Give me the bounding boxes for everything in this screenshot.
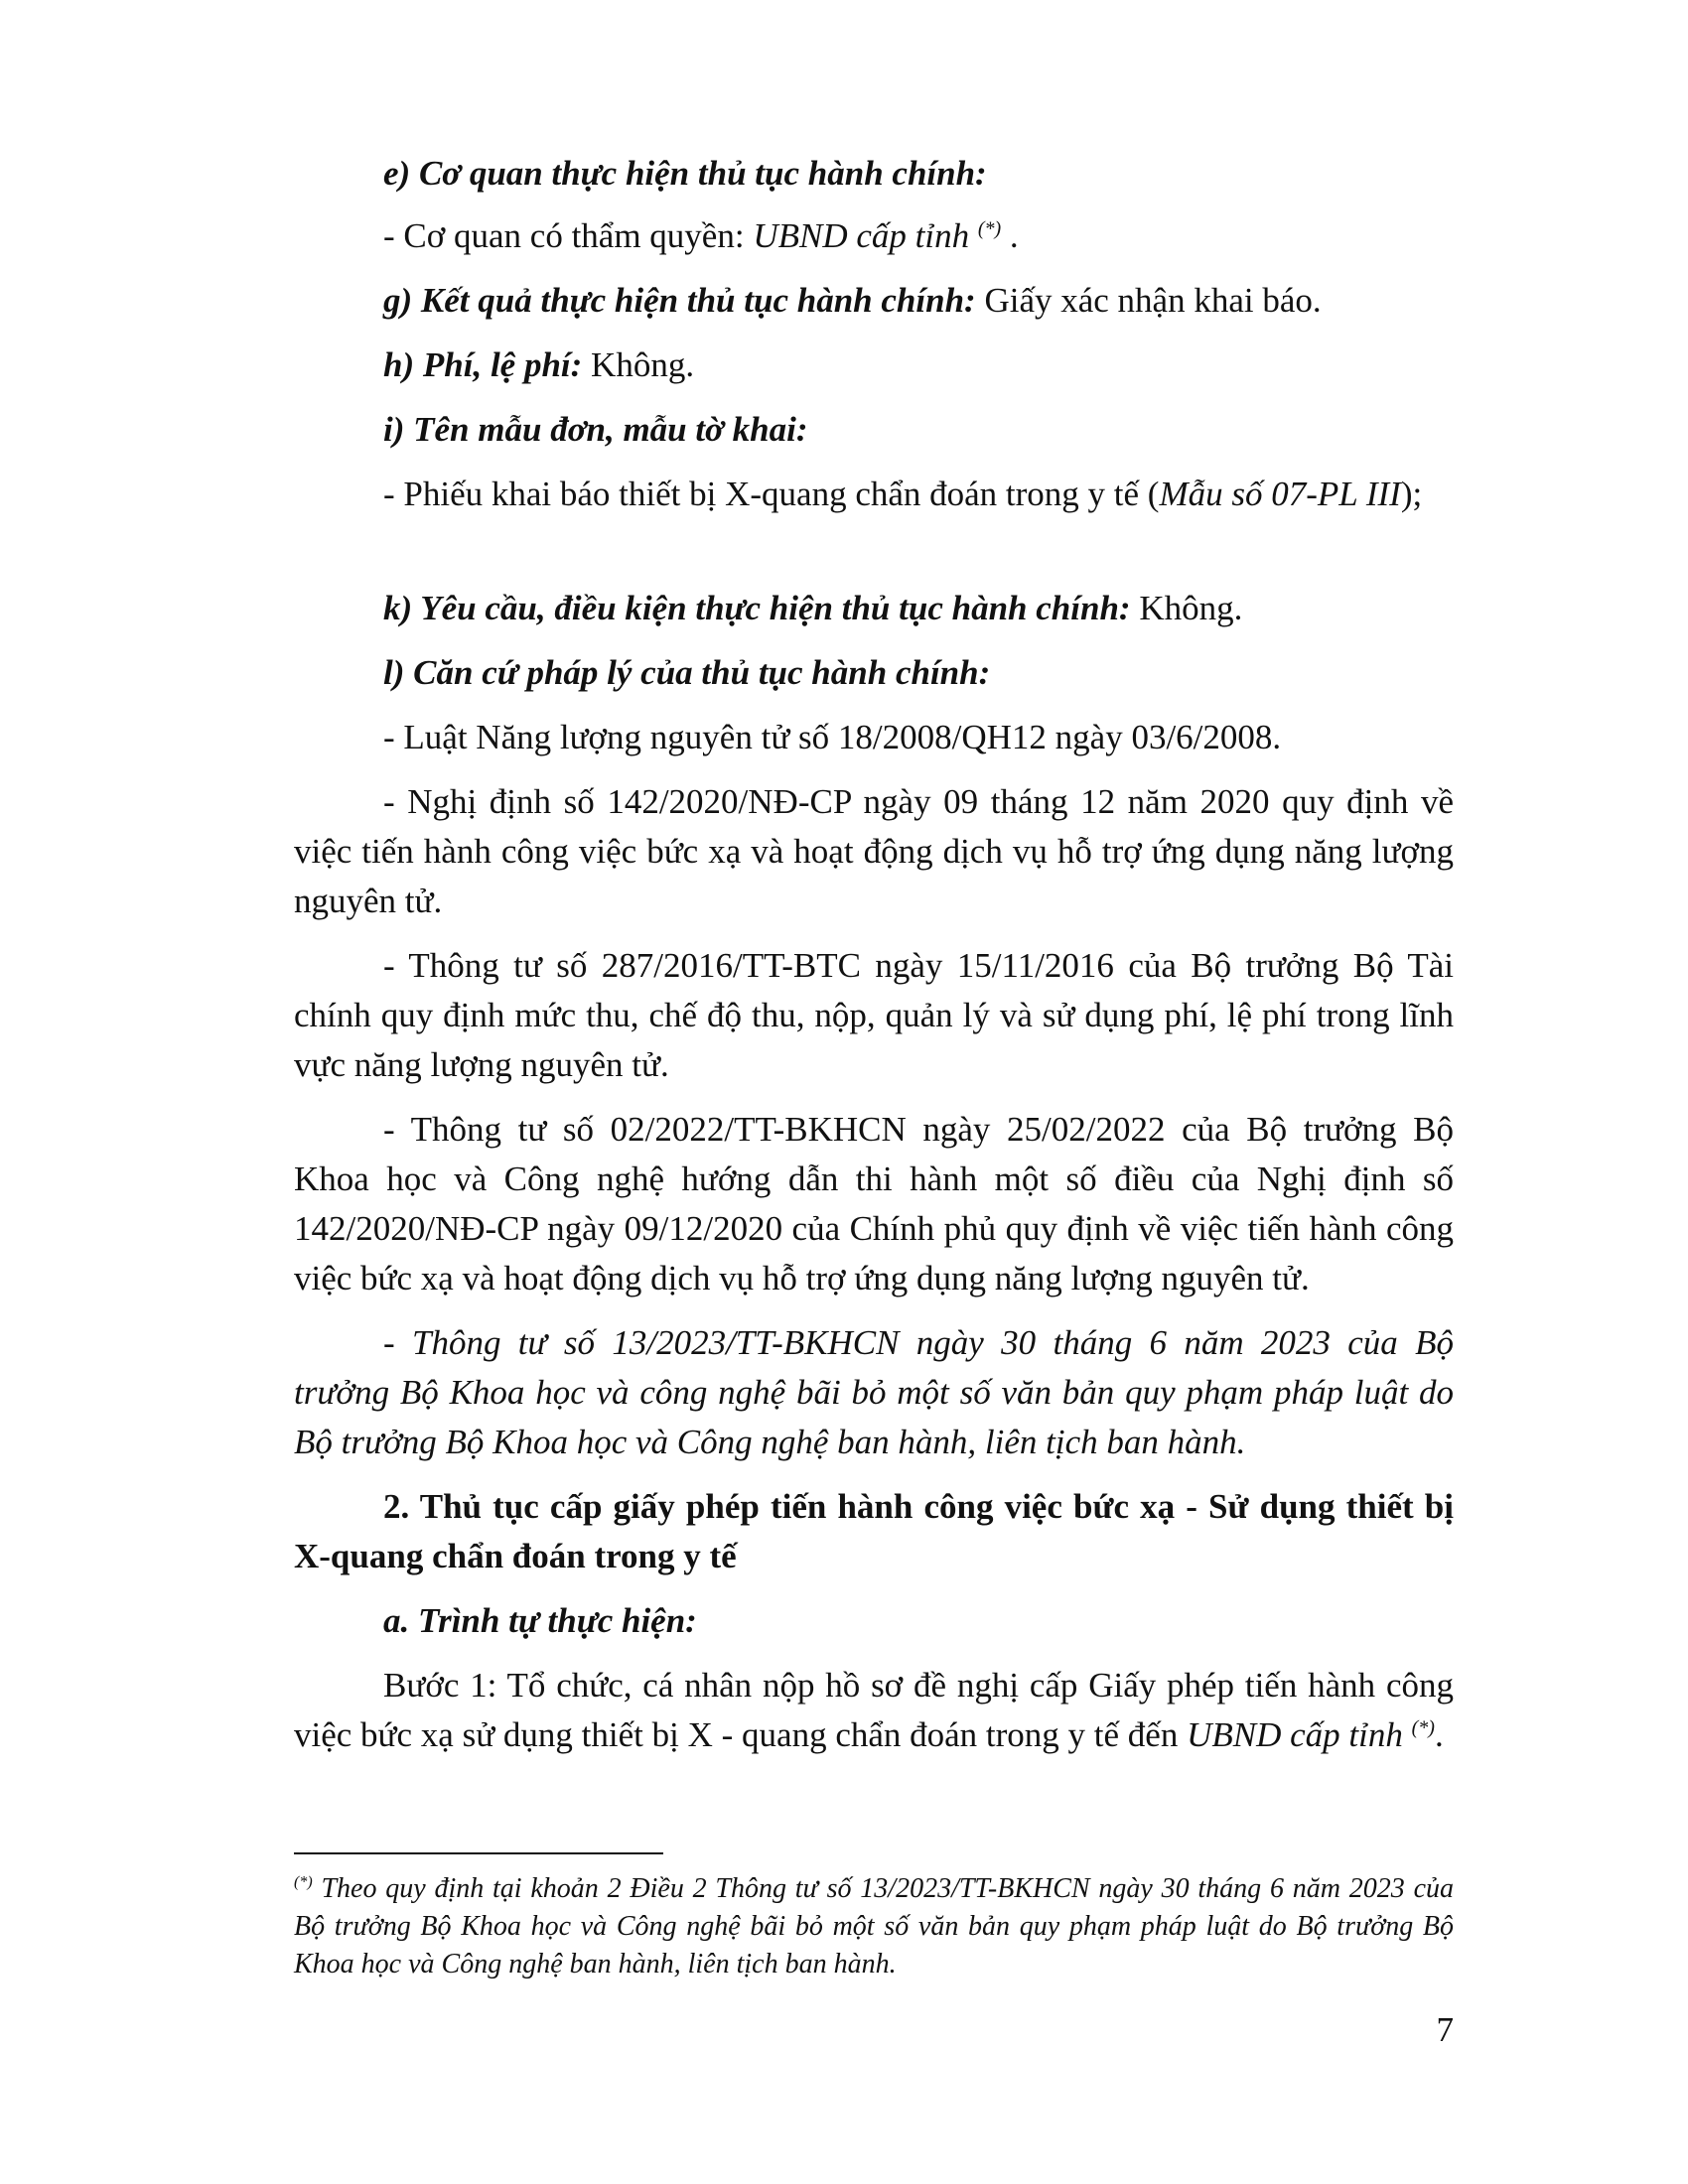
section-a-heading: a. Trình tự thực hiện: xyxy=(383,1601,697,1640)
step-1-paragraph: Bước 1: Tổ chức, cá nhân nộp hồ sơ đề nghị cấp Giấy phép tiến hành công việc bức xạ sử dụng thiết bị X - quang chẩn đoán trong y tế đến UBND cấp tỉnh (*). xyxy=(294,1666,1454,1754)
legal-basis-item-5: - Thông tư số 13/2023/TT-BKHCN ngày 30 tháng 6 năm 2023 của Bộ trưởng Bộ Khoa học và công nghệ bãi bỏ một số văn bản quy phạm pháp luật do Bộ trưởng Bộ Khoa học và Công nghệ ban hành, liên tịch ban hành. xyxy=(294,1323,1454,1461)
section-k: k) Yêu cầu, điều kiện thực hiện thủ tục hành chính: Không. xyxy=(383,589,1243,627)
section-i-heading: i) Tên mẫu đơn, mẫu tờ khai: xyxy=(383,410,808,449)
section-l-heading: l) Căn cứ pháp lý của thủ tục hành chính: xyxy=(383,653,991,692)
page-number: 7 xyxy=(1436,2010,1454,2049)
legal-basis-item-1: - Luật Năng lượng nguyên tử số 18/2008/QH12 ngày 03/6/2008. xyxy=(383,718,1282,756)
section-g: g) Kết quả thực hiện thủ tục hành chính: Giấy xác nhận khai báo. xyxy=(383,281,1322,320)
footnote-mark: (*) xyxy=(294,1873,313,1891)
legal-basis-item-3: - Thông tư số 287/2016/TT-BTC ngày 15/11/2016 của Bộ trưởng Bộ Tài chính quy định mức thu, chế độ thu, nộp, quản lý và sử dụng phí, lệ phí trong lĩnh vực năng lượng nguyên tử. xyxy=(294,946,1454,1084)
footnote: (*) Theo quy định tại khoản 2 Điều 2 Thông tư số 13/2023/TT-BKHCN ngày 30 tháng 6 năm 2023 của Bộ trưởng Bộ Khoa học và Công nghệ bãi bỏ một số văn bản quy phạm pháp luật do Bộ trưởng Bộ Khoa học và Công nghệ ban hành, liên tịch ban hành. xyxy=(294,1873,1454,1979)
section-e-heading: e) Cơ quan thực hiện thủ tục hành chính: xyxy=(383,154,987,193)
section-i-item: - Phiếu khai báo thiết bị X-quang chẩn đoán trong y tế (Mẫu số 07-PL III); xyxy=(383,475,1423,513)
legal-basis-item-4: - Thông tư số 02/2022/TT-BKHCN ngày 25/02/2022 của Bộ trưởng Bộ Khoa học và Công nghệ hướng dẫn thi hành một số điều của Nghị định số 142/2020/NĐ-CP ngày 09/12/2020 của Chính phủ quy định về việc tiến hành công việc bức xạ và hoạt động dịch vụ hỗ trợ ứng dụng năng lượng nguyên tử. xyxy=(294,1110,1454,1297)
footnote-ref: (*) xyxy=(1411,1716,1435,1739)
legal-basis-item-2: - Nghị định số 142/2020/NĐ-CP ngày 09 tháng 12 năm 2020 quy định về việc tiến hành công việc bức xạ và hoạt động dịch vụ hỗ trợ ứng dụng năng lượng nguyên tử. xyxy=(294,782,1454,920)
footnote-divider xyxy=(294,1852,663,1854)
section-h: h) Phí, lệ phí: Không. xyxy=(383,345,695,384)
section-2-heading: 2. Thủ tục cấp giấy phép tiến hành công việc bức xạ - Sử dụng thiết bị X-quang chẩn đoán trong y tế xyxy=(294,1487,1454,1575)
section-e-item: - Cơ quan có thẩm quyền: UBND cấp tỉnh (*) . xyxy=(383,216,1019,255)
footnote-ref: (*) xyxy=(977,217,1002,240)
